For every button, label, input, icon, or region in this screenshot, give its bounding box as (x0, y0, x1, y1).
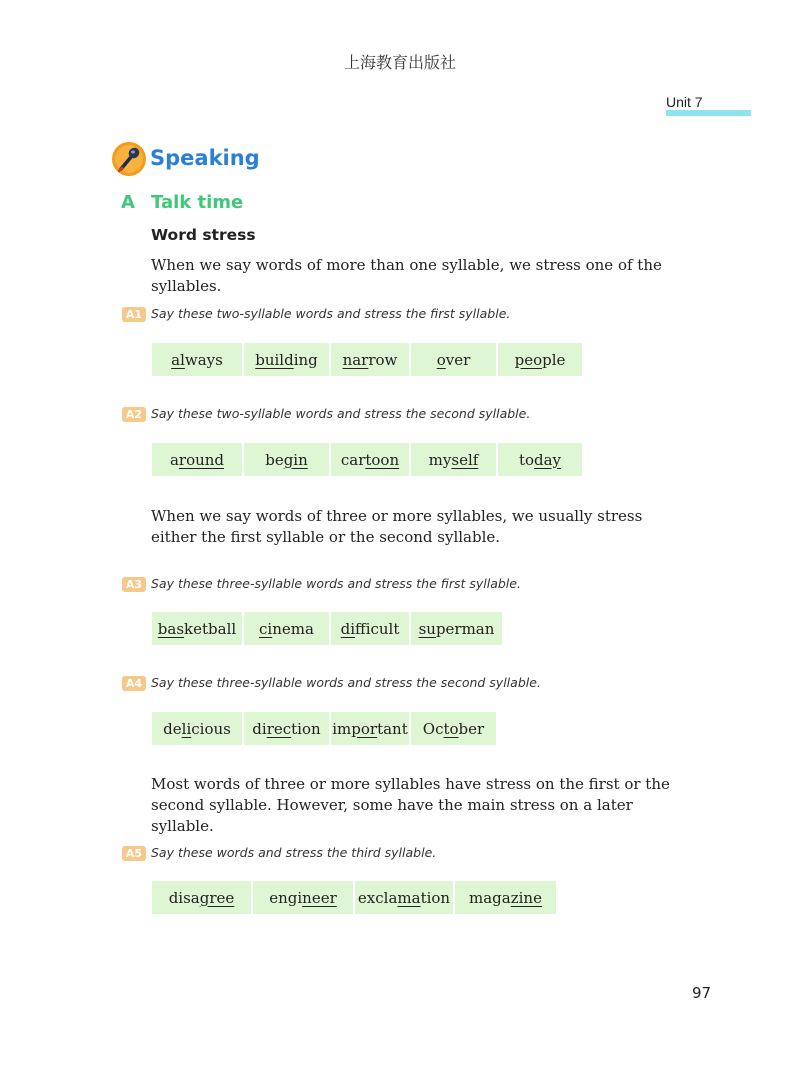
word-cell: im por tant (331, 712, 409, 745)
publisher-header: 上海教育出版社 (343, 53, 456, 72)
word-cell: disa gree (152, 881, 251, 914)
microphone-icon (110, 140, 148, 178)
word-cell: car toon (331, 443, 409, 476)
word-cell: excla ma tion (355, 881, 453, 914)
word-cell: al ways (152, 343, 242, 376)
exercise-instruction: Say these three-syllable words and stress the second syllable. (151, 675, 541, 690)
word-row (152, 881, 558, 914)
part-title: Talk time (151, 192, 244, 213)
word-cell: peo ple (498, 343, 582, 376)
word-row (152, 443, 584, 476)
word-cell: a round (152, 443, 242, 476)
paragraph-three-syllable: When we say words of three or more syllables, we usually stress either the first syllable or the second syllable. (151, 507, 643, 546)
exercise-badge: A2 (122, 407, 146, 422)
word-row (152, 612, 504, 645)
word-cell: o ver (411, 343, 496, 376)
word-row (152, 712, 498, 745)
word-cell: nar row (331, 343, 409, 376)
unit-label: Unit 7 (666, 94, 703, 110)
word-cell: Oc to ber (411, 712, 496, 745)
unit-bar (666, 110, 751, 116)
word-cell: di rec tion (244, 712, 329, 745)
word-cell: di fficult (331, 612, 409, 645)
word-cell: engi neer (253, 881, 353, 914)
section-title: Speaking (150, 146, 260, 170)
word-cell: be gin (244, 443, 329, 476)
word-row (152, 343, 584, 376)
exercise-instruction: Say these two-syllable words and stress the first syllable. (151, 306, 511, 321)
exercise-badge: A5 (122, 846, 146, 861)
paragraph-intro: When we say words of more than one syllable, we stress one of the syllables. (151, 256, 662, 295)
word-cell: bas ketball (152, 612, 242, 645)
word-cell: build ing (244, 343, 329, 376)
part-letter: A (121, 192, 135, 213)
exercise-badge: A3 (122, 577, 146, 592)
page-number: 97 (692, 984, 712, 1002)
exercise-instruction: Say these two-syllable words and stress the second syllable. (151, 406, 531, 421)
word-cell: to day (498, 443, 582, 476)
exercise-instruction: Say these words and stress the third syllable. (151, 845, 437, 860)
paragraph-later-syllable: Most words of three or more syllables have stress on the first or the second syllable. However, some have the main stress on a later syllable. (151, 775, 670, 835)
subheading-word-stress: Word stress (151, 226, 256, 244)
word-cell: su perman (411, 612, 502, 645)
exercise-badge: A4 (122, 676, 146, 691)
word-cell: my self (411, 443, 496, 476)
exercise-instruction: Say these three-syllable words and stress the first syllable. (151, 576, 521, 591)
exercise-badge: A1 (122, 307, 146, 322)
word-cell: maga zine (455, 881, 556, 914)
word-cell: de li cious (152, 712, 242, 745)
word-cell: ci nema (244, 612, 329, 645)
